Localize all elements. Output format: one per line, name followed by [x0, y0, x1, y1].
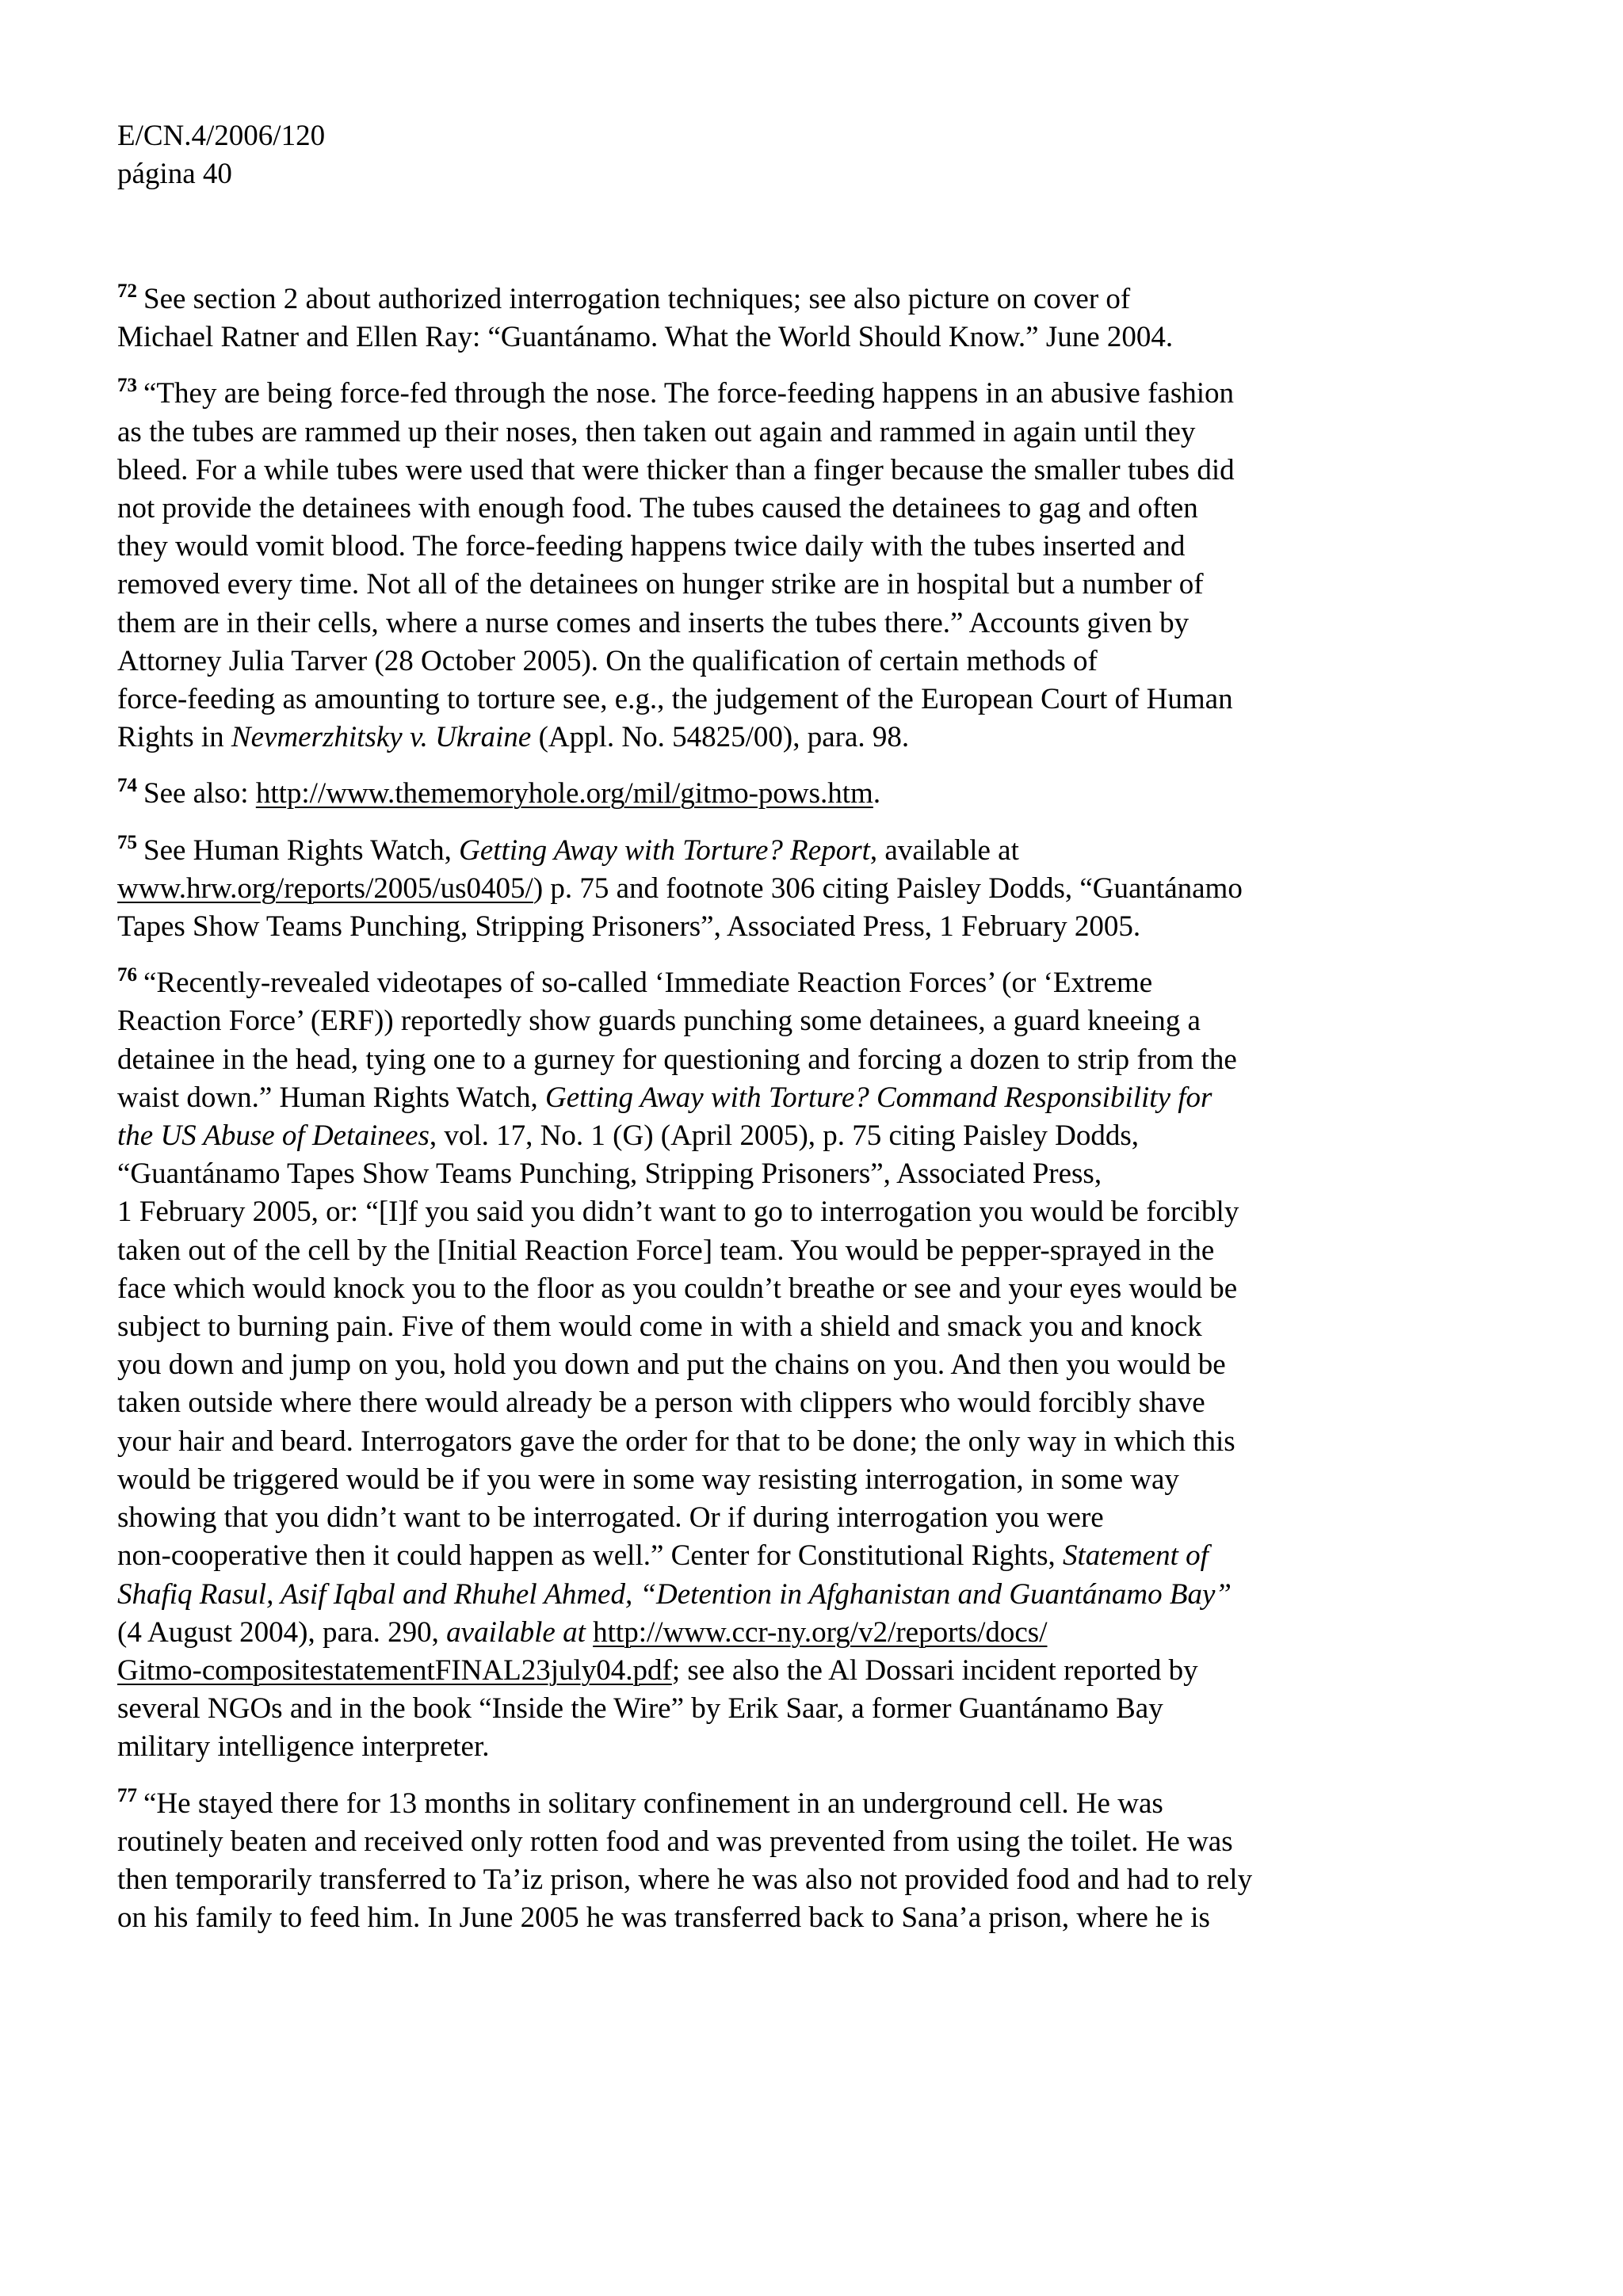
footnote-number: 76 [117, 964, 137, 986]
footnote-number: 74 [117, 775, 137, 797]
footnote-number: 73 [117, 375, 137, 397]
footnote-text: Michael Ratner and Ellen Ray: “Guantánamo. What the World Should Know.” June 2004. [117, 321, 1174, 354]
footnote-text: See also: [143, 777, 256, 810]
footnote-text: ) p. 75 and footnote 306 citing Paisley Dodds, “Guantánamo [533, 871, 1243, 905]
document-symbol: E/CN.4/2006/120 [117, 120, 326, 152]
italic-citation-text: Getting Away with Torture? Report [459, 833, 870, 867]
footnote-text: routinely beaten and received only rotten food and was prevented from using the toilet. He was [117, 1825, 1233, 1858]
footnote-text: they would vomit blood. The force-feeding happens twice daily with the tubes inserted and [117, 530, 1186, 563]
page-header [117, 117, 1425, 193]
footnote-text: then temporarily transferred to Ta’iz prison, where he was also not provided food and had to rely [117, 1863, 1253, 1896]
hyperlink[interactable]: http://www.thememoryhole.org/mil/gitmo-pows.htm [255, 777, 873, 810]
footnote-text: . [873, 777, 881, 810]
footnote-text: your hair and beard. Interrogators gave the order for that to be done; the only way in which this [117, 1425, 1235, 1458]
footnote-text: non-cooperative then it could happen as well.” Center for Constitutional Rights, [117, 1539, 1063, 1573]
footnote-text: them are in their cells, where a nurse comes and inserts the tubes there.” Accounts given by [117, 606, 1190, 639]
footnote-text: , available at [869, 833, 1019, 867]
footnote-text: bleed. For a while tubes were used that were thicker than a finger because the smaller tubes did [117, 453, 1235, 486]
footnote-text: you down and jump on you, hold you down and put the chains on you. And then you would be [117, 1348, 1226, 1382]
footnote-text: See section 2 about authorized interrogation techniques; see also picture on cover of [143, 283, 1131, 315]
footnote-73 [117, 375, 1425, 757]
page-number-label: página 40 [117, 158, 232, 190]
footnote-text: not provide the detainees with enough food. The tubes caused the detainees to gag and often [117, 492, 1198, 525]
hyperlink[interactable]: http://www.ccr-ny.org/v2/reports/docs/ [593, 1615, 1048, 1649]
italic-citation-text: Nevmerzhitsky v. Ukraine [231, 721, 532, 754]
footnote-number: 72 [117, 280, 137, 302]
footnote-text: military intelligence interpreter. [117, 1730, 490, 1764]
footnote-text: on his family to feed him. In June 2005 he was transferred back to Sana’a prison, where he is [117, 1901, 1210, 1935]
footnote-text: “They are being force-fed through the nose. The force-feeding happens in an abusive fashion [143, 377, 1234, 410]
footnote-text: waist down.” Human Rights Watch, [117, 1081, 545, 1114]
footnote-text: as the tubes are rammed up their noses, then taken out again and rammed in again until they [117, 415, 1196, 448]
footnote-text: See Human Rights Watch, [143, 833, 460, 867]
footnote-text: “He stayed there for 13 months in solitary confinement in an underground cell. He was [143, 1787, 1163, 1820]
italic-citation-text: Shafiq Rasul, Asif Iqbal and Rhuhel Ahmed, “Detention in Afghanistan and Guantánamo Bay” [117, 1577, 1232, 1611]
footnote-text [586, 1616, 593, 1649]
footnote-text: , vol. 17, No. 1 (G) (April 2005), p. 75 citing Paisley Dodds, [429, 1119, 1140, 1153]
footnote-text: detainee in the head, tying one to a gurney for questioning and forcing a dozen to strip from the [117, 1043, 1237, 1076]
hyperlink[interactable]: Gitmo-compositestatementFINAL23july04.pdf [117, 1653, 672, 1687]
footnote-76 [117, 964, 1425, 1766]
footnote-text: 1 February 2005, or: “[I]f you said you didn’t want to go to interrogation you would be forcibly [117, 1196, 1239, 1229]
footnote-text: (4 August 2004), para. 290, [117, 1615, 447, 1649]
footnote-text: taken outside where there would already be a person with clippers who would forcibly shave [117, 1386, 1205, 1420]
footnote-number: 77 [117, 1784, 137, 1806]
footnotes-section [117, 280, 1425, 1937]
footnote-text: force-feeding as amounting to torture see, e.g., the judgement of the European Court of Human [117, 683, 1233, 716]
italic-citation-text: Getting Away with Torture? Command Responsibility for [544, 1081, 1212, 1114]
footnote-text: Tapes Show Teams Punching, Stripping Prisoners”, Associated Press, 1 February 2005. [117, 910, 1141, 944]
footnote-75 [117, 832, 1425, 947]
footnote-text: Attorney Julia Tarver (28 October 2005). On the qualification of certain methods of [117, 644, 1098, 677]
footnote-text: Reaction Force’ (ERF)) reportedly show guards punching some detainees, a guard kneeing a [117, 1005, 1201, 1038]
footnote-text: showing that you didn’t want to be interrogated. Or if during interrogation you were [117, 1501, 1104, 1535]
italic-citation-text: Statement of [1062, 1539, 1209, 1573]
footnote-text: would be triggered would be if you were in some way resisting interrogation, in some way [117, 1463, 1179, 1496]
footnote-text: face which would knock you to the floor as you couldn’t breathe or see and your eyes would be [117, 1272, 1238, 1305]
footnote-text: subject to burning pain. Five of them would come in with a shield and smack you and knock [117, 1310, 1202, 1344]
footnote-text: “Guantánamo Tapes Show Teams Punching, Stripping Prisoners”, Associated Press, [117, 1158, 1102, 1191]
footnote-text: (Appl. No. 54825/00), para. 98. [531, 721, 910, 754]
footnote-text: removed every time. Not all of the detainees on hunger strike are in hospital but a number of [117, 568, 1204, 601]
hyperlink[interactable]: www.hrw.org/reports/2005/us0405/ [117, 871, 533, 905]
footnote-text: “Recently-revealed videotapes of so-called ‘Immediate Reaction Forces’ (or ‘Extreme [143, 967, 1153, 1000]
italic-citation-text: available at [446, 1615, 586, 1649]
footnote-77 [117, 1785, 1425, 1938]
footnote-text: Rights in [117, 721, 231, 754]
footnote-text: taken out of the cell by the [Initial Reaction Force] team. You would be pepper-sprayed in the [117, 1234, 1215, 1267]
footnote-number: 75 [117, 831, 137, 853]
footnote-text: ; see also the Al Dossari incident reported by [671, 1653, 1198, 1687]
footnote-74 [117, 775, 1425, 813]
italic-citation-text: the US Abuse of Detainees [117, 1119, 430, 1153]
footnote-text: several NGOs and in the book “Inside the Wire” by Erik Saar, a former Guantánamo Bay [117, 1692, 1163, 1726]
footnote-72 [117, 280, 1425, 357]
